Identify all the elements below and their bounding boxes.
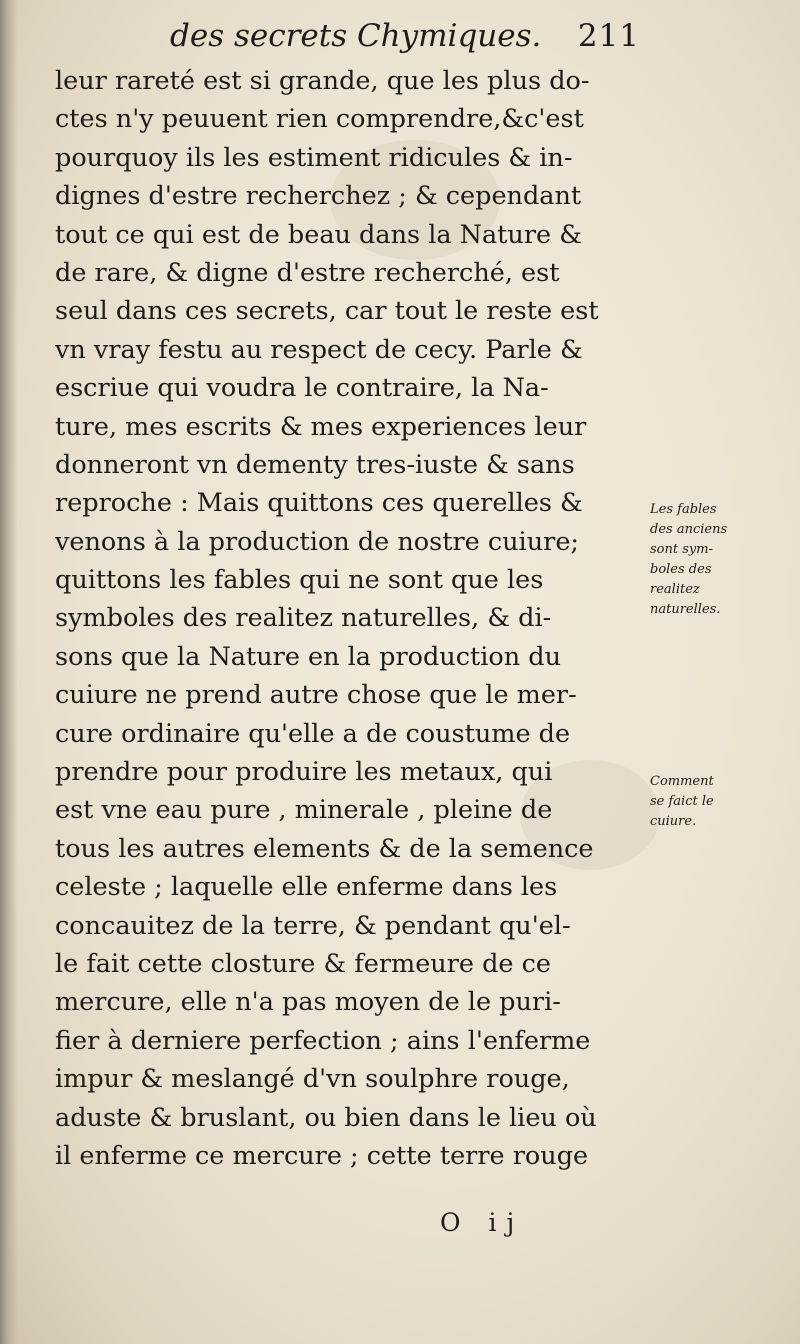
text-line: vn vray festu au respect de cecy. Parle & <box>55 334 583 365</box>
text-line: impur & meslangé d'vn soulphre rouge, <box>55 1064 570 1095</box>
text-line: il enferme ce mercure ; cette terre rouge <box>55 1140 589 1171</box>
text-line: venons à la production de nostre cuiure; <box>55 526 580 557</box>
signature-mark: O ij <box>440 1208 525 1237</box>
margin-note-line: Comment <box>650 774 714 789</box>
page-number: 211 <box>577 18 640 54</box>
margin-note-line: Les fables <box>650 502 717 517</box>
text-line: dignes d'estre recherchez ; & cependant <box>55 181 582 212</box>
page-gutter <box>0 0 18 1344</box>
text-line: celeste ; laquelle elle enferme dans les <box>55 872 558 903</box>
text-line: concauitez de la terre, & pendant qu'el- <box>55 910 571 941</box>
text-line: est vne eau pure , minerale , pleine de <box>55 795 553 826</box>
text-line: cuiure ne prend autre chose que le mer- <box>55 680 577 711</box>
text-line: fier à derniere perfection ; ains l'enferme <box>55 1025 591 1056</box>
running-title: des secrets Chymiques. <box>170 18 542 54</box>
text-line: seul dans ces secrets, car tout le reste est <box>55 296 599 327</box>
text-line: sons que la Nature en la production du <box>55 641 562 672</box>
page-header <box>170 14 640 64</box>
text-line: pourquoy ils les estiment ridicules & in- <box>55 142 573 173</box>
text-line: prendre pour produire les metaux, qui <box>55 757 553 788</box>
page-footer <box>440 1208 560 1248</box>
text-line: leur rareté est si grande, que les plus do- <box>55 66 590 96</box>
text-line: ctes n'y peuuent rien comprendre,&c'est <box>55 104 584 135</box>
text-line: cure ordinaire qu'elle a de coustume de <box>55 718 571 749</box>
margin-note-line: des anciens <box>650 522 728 537</box>
margin-note-line: naturelles. <box>650 602 721 617</box>
text-line: mercure, elle n'a pas moyen de le puri- <box>55 987 561 1018</box>
body-text <box>55 62 645 1175</box>
margin-note-fables <box>650 500 780 620</box>
text-line: quittons les fables qui ne sont que les <box>55 565 544 596</box>
text-line: escriue qui voudra le contraire, la Na- <box>55 373 549 404</box>
margin-note-line: realitez <box>650 582 700 597</box>
text-line: tous les autres elements & de la semence <box>55 833 594 864</box>
margin-note-line: sont sym- <box>650 542 713 557</box>
text-line: symboles des realitez naturelles, & di- <box>55 603 552 634</box>
text-line: reproche : Mais quittons ces querelles & <box>55 488 583 519</box>
text-line: de rare, & digne d'estre recherché, est <box>55 257 560 288</box>
text-line: aduste & bruslant, ou bien dans le lieu où <box>55 1102 597 1133</box>
margin-note-line: cuiure. <box>650 814 697 829</box>
text-line: ture, mes escrits & mes experiences leur <box>55 411 587 442</box>
text-line: donneront vn dementy tres-iuste & sans <box>55 449 575 480</box>
margin-note-line: boles des <box>650 562 712 577</box>
text-line: tout ce qui est de beau dans la Nature & <box>55 219 582 250</box>
text-line: le fait cette closture & fermeure de ce <box>55 948 551 979</box>
margin-note-cuiure <box>650 772 780 832</box>
margin-note-line: se faict le <box>650 794 714 809</box>
